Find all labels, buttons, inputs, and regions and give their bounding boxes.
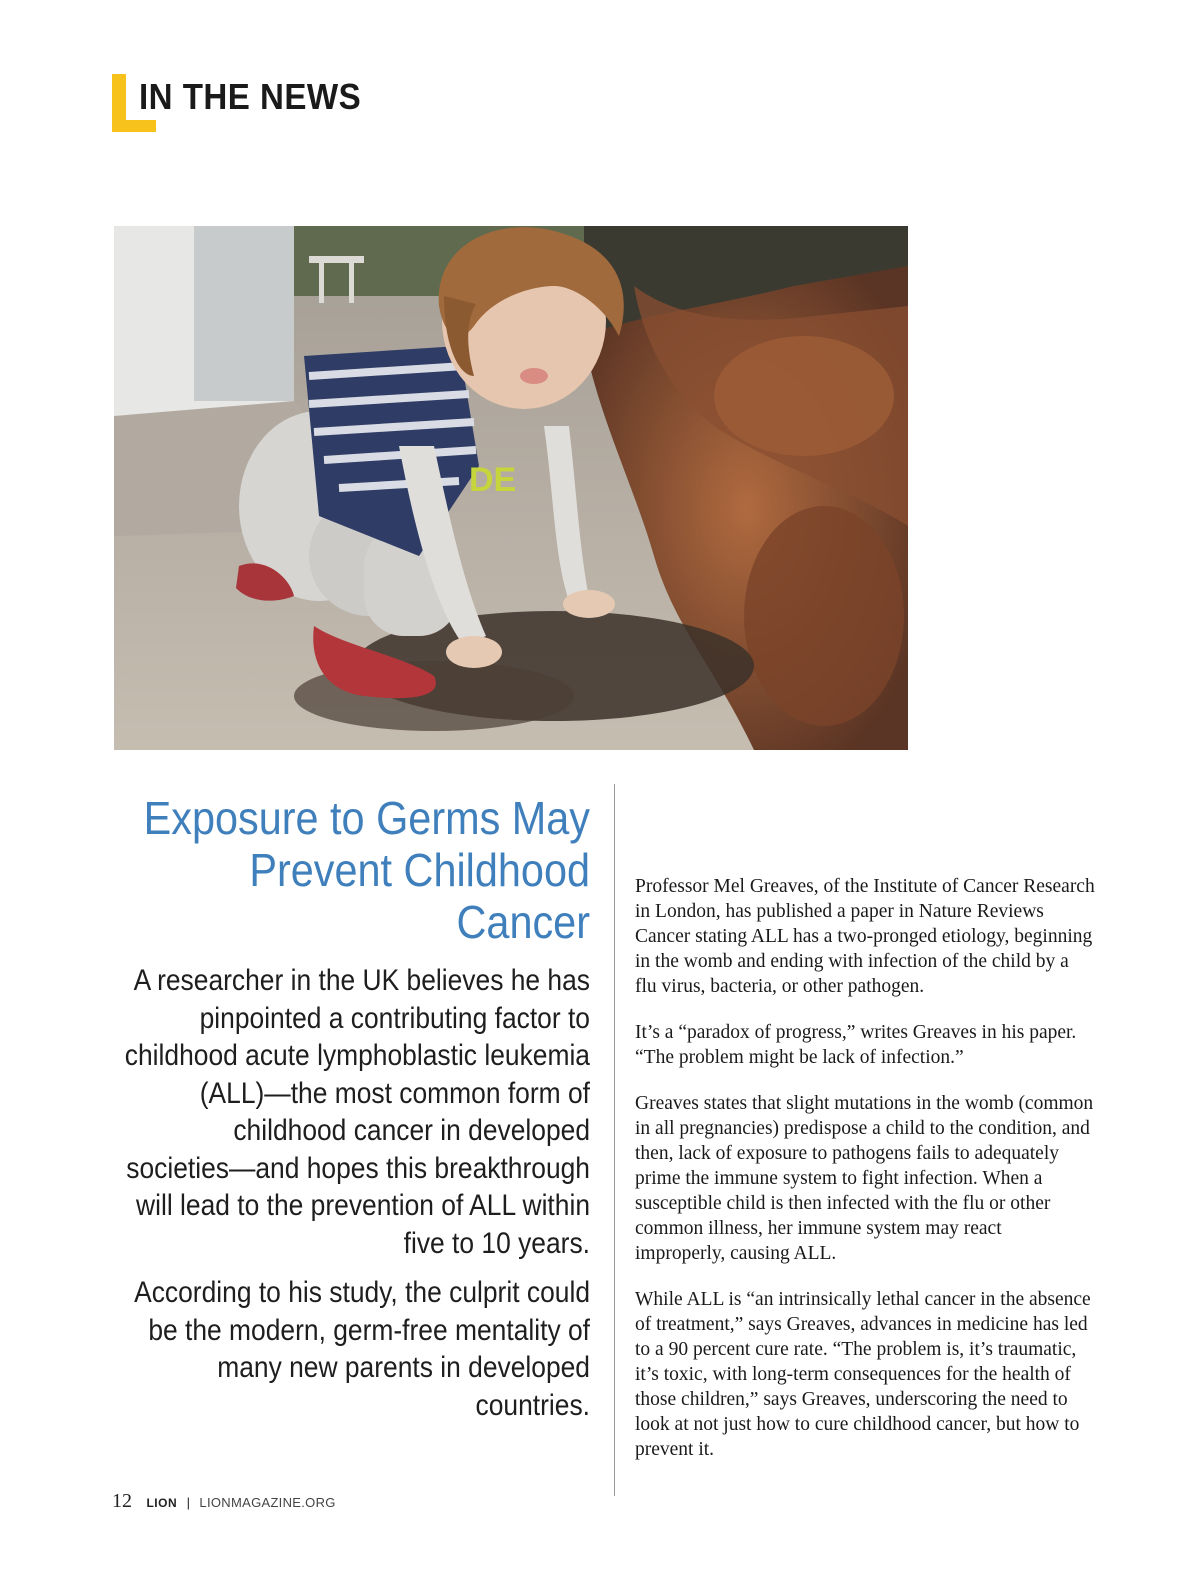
footer-separator: |	[186, 1495, 190, 1510]
column-divider	[614, 784, 615, 1496]
website-link[interactable]: LIONMAGAZINE.ORG	[199, 1495, 336, 1510]
article-lead	[60, 962, 590, 1436]
page-number: 12	[112, 1490, 132, 1512]
lead-paragraph: According to his study, the culprit could be the modern, germ-free mentality of many new parents in developed countries.	[134, 1276, 590, 1422]
svg-text:DE: DE	[469, 461, 517, 499]
article-photo	[114, 226, 908, 750]
article-body	[635, 874, 1095, 1483]
article-headline: Exposure to Germs May Prevent Childhood Cancer	[143, 792, 590, 948]
section-accent-bar-foot	[112, 120, 156, 132]
section-title: IN THE NEWS	[139, 76, 362, 117]
magazine-name: LION	[146, 1496, 178, 1510]
body-paragraph: While ALL is “an intrinsically lethal cancer in the absence of treatment,” says Greaves, advances in medicine has led to a 90 percent cure rate. “The problem is, it’s traumatic, it’s toxic, with long-term consequences for the health of those children,” says Greaves, underscoring the need to look at not just how to cure childhood cancer, but how to prevent it.	[635, 1289, 1091, 1460]
lead-paragraph: A researcher in the UK believes he has pinpointed a contributing factor to childhood acute lymphoblastic leukemia (ALL)—the most common form of childhood cancer in developed societies—and hopes this breakthrough will lead to the prevention of ALL within five to 10 years.	[124, 964, 591, 1260]
body-paragraph: Professor Mel Greaves, of the Institute of Cancer Research in London, has published a paper in Nature Reviews Cancer stating ALL has a two-pronged etiology, beginning in the womb and ending with infection of the child by a flu virus, bacteria, or other pathogen.	[635, 876, 1095, 997]
section-label	[112, 74, 512, 136]
page-footer	[112, 1490, 336, 1513]
body-paragraph: It’s a “paradox of progress,” writes Greaves in his paper. “The problem might be lack of infection.”	[635, 1022, 1077, 1068]
body-paragraph: Greaves states that slight mutations in the womb (common in all pregnancies) predispose a child to the condition, and then, lack of exposure to pathogens fails to adequately prime the immune system to fight infection. When a susceptible child is then infected with the flu or other common illness, her immune system may react improperly, causing ALL.	[635, 1093, 1094, 1264]
